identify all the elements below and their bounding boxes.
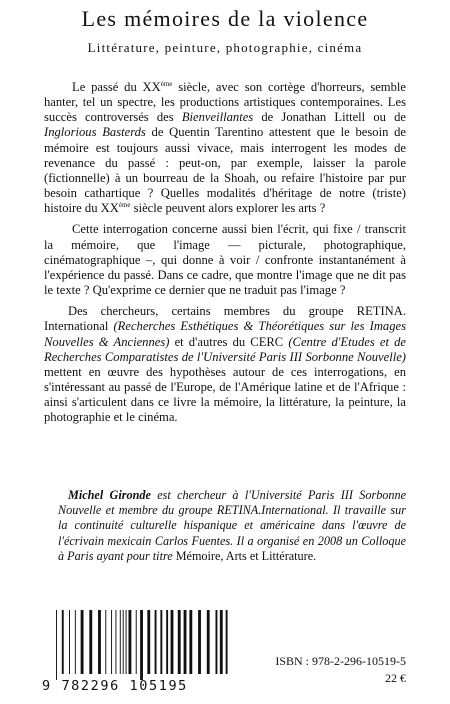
barcode-bar <box>147 610 150 674</box>
barcode-bar <box>75 610 76 674</box>
price: 22 € <box>385 671 406 685</box>
barcode-bar <box>189 610 192 674</box>
barcode-bar <box>220 610 223 674</box>
barcode-bar <box>120 610 121 674</box>
barcode-bar <box>129 610 132 674</box>
isbn: ISBN : 978-2-296-10519-5 <box>275 654 406 668</box>
text-run: de Quentin Tarentino attestent que le besoin de mémoire est toujours aussi vivace, mais interrogent les modes de revenance du passé : peut-on, par exemple, laisser la parole (fictionnelle) à un bourreau de la Shoah, ou refaire l'histoire par pur besoin cathartique ? Quelles modalités d'héritage de notre (triste) histoire du XX <box>44 125 406 216</box>
text-run: Des chercheurs, certains membres du groupe RETINA. International <box>44 304 406 334</box>
work-title: Bienveillantes <box>181 110 254 125</box>
text-run-italic: (Centre d'Etudes et de Recherches Comparatistes de l'Université Paris III Sorbonne Nouvelle) <box>44 334 406 364</box>
superscript: ème <box>160 80 173 88</box>
barcode-bar <box>155 610 157 674</box>
barcode-bar <box>69 610 70 674</box>
barcode-bar <box>226 610 228 674</box>
barcode-bar <box>56 610 57 680</box>
author-bio-text: est chercheur à l'Université Paris III Sorbonne Nouvelle et membre du groupe RETINA.International. Il travaille sur la continuité culturelle hispanique et américaine dans l'œuvre de l'écrivain mexicain Carlos Fuentes. Il a organisé en 2008 un Colloque à Paris ayant pour titre <box>58 488 406 563</box>
barcode <box>42 610 232 698</box>
text-run: Le passé du XX <box>72 80 161 94</box>
blurb-paragraph-2: Cette interrogation concerne aussi bien l'écrit, qui fixe / transcrit la mémoire, que l'image — picturale, photographique, cinématographique –, qui donne à voir / confronte instantanément à l'expérience du passé. Dans ce cadre, que montre l'image que ne dit pas le texte ? Qu'exprime ce dernier que ne traduit pas l'image ? <box>44 222 406 298</box>
barcode-bar <box>62 610 64 674</box>
barcode-bar <box>216 610 218 674</box>
barcode-bar <box>136 610 137 674</box>
barcode-bar <box>140 610 143 680</box>
barcode-bar <box>160 610 162 674</box>
text-run: mettent en œuvre des hypothèses autour de ces interrogations, en s'intéressant au passé de l'Europe, de l'Amérique latine et de l'Afrique : ainsi s'articulent dans ce livre la mémoire, la littérature, la peinture, la photographie et le cinéma. <box>44 364 406 425</box>
text-run: siècle peuvent alors explorer les arts ? <box>130 201 326 216</box>
barcode-bar <box>105 610 106 674</box>
blurb-paragraph-1 <box>44 80 406 216</box>
text-run-italic: (Recherches Esthétiques & Théorétiques sur les Images Nouvelles & Anciennes) <box>44 319 407 349</box>
barcode-digits: 9 782296 105195 <box>42 678 188 694</box>
book-subtitle: Littérature, peinture, photographie, cinéma <box>87 40 363 55</box>
barcode-bar <box>171 610 174 674</box>
barcode-bar <box>81 610 84 674</box>
text-run: de Jonathan Littell ou de <box>253 110 406 125</box>
blurb <box>44 80 406 431</box>
barcode-bar <box>89 610 92 674</box>
barcode-bar <box>115 610 116 674</box>
author-bio <box>58 488 406 564</box>
barcode-bars <box>42 610 232 680</box>
colloquium-title: Mémoire, Arts et Littérature. <box>175 548 317 563</box>
barcode-bar <box>111 610 112 674</box>
barcode-bar <box>166 610 168 674</box>
barcode-bar <box>198 610 201 674</box>
superscript: ème <box>118 201 131 210</box>
blurb-paragraph-3 <box>44 304 406 425</box>
barcode-bar <box>126 610 127 674</box>
text-run: siècle, avec son cortège d'horreurs, semble hanter, tel un spectre, les productions artistiques contemporaines. Les succès controversés des <box>44 80 406 125</box>
work-title: Inglorious Basterds <box>44 125 146 140</box>
barcode-bar <box>123 610 124 674</box>
book-title: Les mémoires de la violence <box>81 6 369 31</box>
barcode-bar <box>178 610 181 674</box>
text-run: et d'autres du CERC <box>169 334 289 349</box>
author-name: Michel Gironde <box>68 488 151 502</box>
barcode-bar <box>207 610 210 674</box>
barcode-bar <box>184 610 187 674</box>
barcode-bar <box>98 610 101 674</box>
